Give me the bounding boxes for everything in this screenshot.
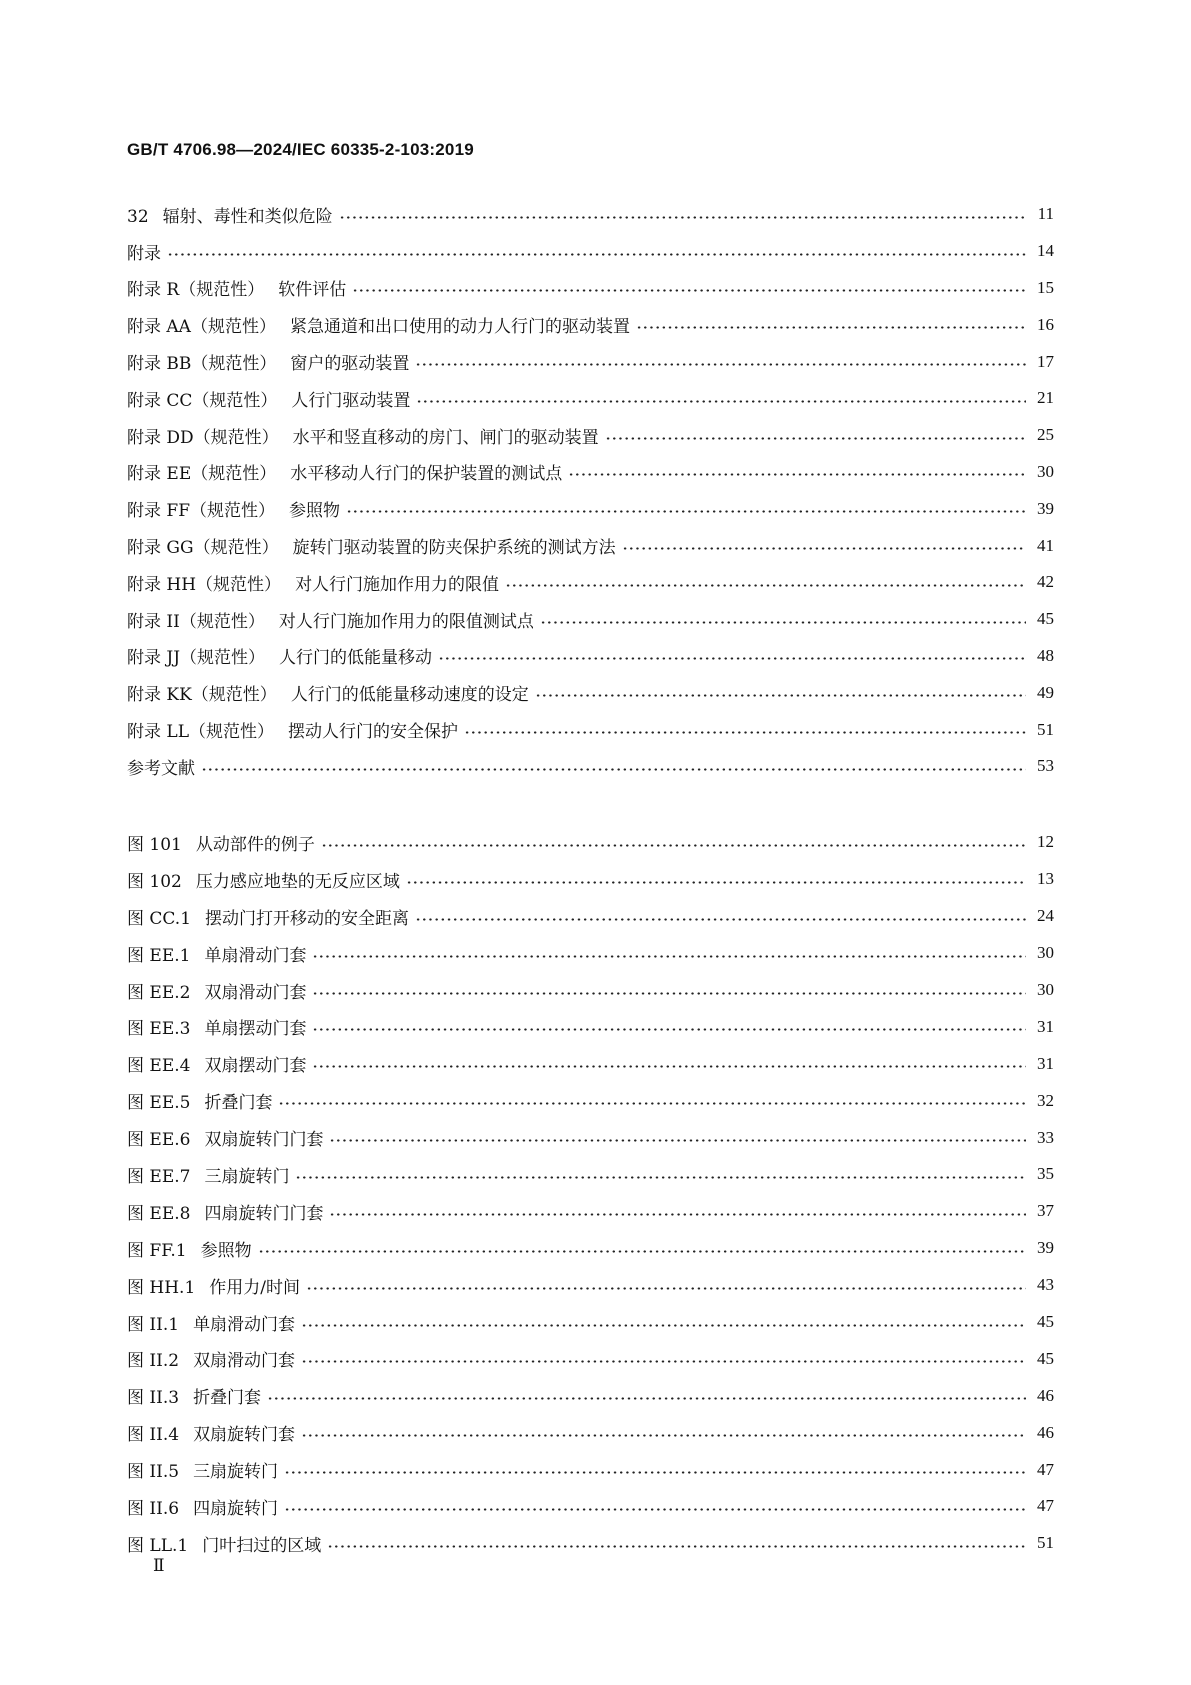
toc-entry[interactable] <box>127 1304 1054 1341</box>
toc-entry-title: 双扇旋转门门套 <box>204 1130 324 1151</box>
toc-entry-label: 图 101 <box>127 834 182 855</box>
toc-entry-text <box>127 1014 306 1039</box>
dot-leader <box>605 437 1026 440</box>
toc-entry-page: 45 <box>1037 1348 1054 1368</box>
toc-entry-text <box>127 1457 278 1482</box>
dot-leader <box>329 1213 1026 1216</box>
toc-entry-label: 图 II.4 <box>127 1425 180 1446</box>
toc-entry-label: 图 II.3 <box>127 1388 180 1409</box>
toc-entry-text <box>127 754 195 779</box>
dot-leader <box>416 400 1026 403</box>
toc-entry-label: 图 FF.1 <box>127 1240 187 1261</box>
toc-entry-title: 旋转门驱动装置的防夹保护系统的测试方法 <box>292 538 616 559</box>
toc-entry-text <box>127 459 562 484</box>
toc-entry[interactable] <box>127 861 1054 898</box>
toc-entry-text <box>127 1199 323 1224</box>
toc-entry-page: 43 <box>1037 1275 1054 1295</box>
toc-entry-text <box>127 1125 323 1150</box>
toc-entry[interactable] <box>127 527 1054 564</box>
toc-entry-label: 附录 EE（规范性） <box>127 464 277 485</box>
toc-entry-label: 附录 R（规范性） <box>127 280 265 301</box>
toc-entry-text <box>127 202 333 227</box>
toc-entry-text <box>127 239 161 264</box>
toc-entry[interactable] <box>127 824 1054 861</box>
toc-entry[interactable] <box>127 935 1054 972</box>
toc-entry-page: 32 <box>1037 1090 1054 1110</box>
dot-leader <box>346 510 1026 513</box>
dot-leader <box>464 731 1026 734</box>
dot-leader <box>201 768 1026 771</box>
toc-entry-label: 32 <box>127 206 149 227</box>
dot-leader <box>329 1139 1026 1142</box>
toc-entry-page: 48 <box>1037 645 1054 665</box>
toc-entry-title: 人行门的低能量移动 <box>279 648 433 669</box>
dot-leader <box>636 326 1026 329</box>
toc-entry[interactable] <box>127 1451 1054 1488</box>
toc-entry-label: 图 II.6 <box>127 1498 180 1519</box>
toc-entry-page: 17 <box>1037 351 1054 371</box>
toc-entry[interactable] <box>127 1045 1054 1082</box>
toc-entry-text <box>127 1236 252 1261</box>
toc-entry-text <box>127 496 340 521</box>
toc-entry[interactable] <box>127 1230 1054 1267</box>
toc-entry-text <box>127 717 458 742</box>
toc-entry-title: 参照物 <box>289 501 340 522</box>
standard-code-header: GB/T 4706.98—2024/IEC 60335-2-103:2019 <box>127 140 474 159</box>
toc-entry-page: 14 <box>1037 241 1054 261</box>
toc-entry[interactable] <box>127 233 1054 270</box>
toc-entry-label: 图 EE.8 <box>127 1203 191 1224</box>
toc-entry-page: 39 <box>1037 498 1054 518</box>
toc-entry-label: 图 II.2 <box>127 1351 180 1372</box>
toc-entry-page: 42 <box>1037 572 1054 592</box>
dot-leader <box>438 657 1026 660</box>
toc-entry-page: 33 <box>1037 1127 1054 1147</box>
toc-entry[interactable] <box>127 898 1054 935</box>
toc-entry-page: 30 <box>1037 980 1054 999</box>
dot-leader <box>339 216 1026 219</box>
toc-entry-title: 单扇摆动门套 <box>204 1019 307 1040</box>
toc-entry-text <box>127 680 529 705</box>
toc-entry-label: 图 II.5 <box>127 1462 180 1483</box>
toc-entry-title: 紧急通道和出口使用的动力人行门的驱动装置 <box>289 317 630 338</box>
toc-entry-page: 15 <box>1037 277 1054 297</box>
toc-entry[interactable] <box>127 1414 1054 1451</box>
toc-entry-page: 31 <box>1037 1016 1054 1036</box>
toc-entry-text <box>127 830 315 855</box>
toc-entry-label: 附录 HH（规范性） <box>127 574 282 595</box>
toc-entry[interactable] <box>127 1156 1054 1193</box>
toc-entry[interactable] <box>127 711 1054 748</box>
toc-entry-page: 39 <box>1037 1238 1054 1258</box>
toc-entry[interactable] <box>127 1377 1054 1414</box>
toc-entry-text <box>127 1420 295 1445</box>
dot-leader <box>267 1397 1026 1400</box>
toc-entry-text <box>127 312 630 337</box>
toc-entry-label: 附录 JJ（规范性） <box>127 648 266 669</box>
toc-entry[interactable] <box>127 1008 1054 1045</box>
toc-entry-page: 47 <box>1037 1496 1054 1516</box>
dot-leader <box>312 992 1026 995</box>
dot-leader <box>295 1176 1026 1179</box>
toc-entry-title: 四扇旋转门 <box>193 1498 279 1519</box>
toc-entry-page: 37 <box>1037 1201 1054 1221</box>
toc-entry-label: 图 EE.5 <box>127 1093 191 1114</box>
toc-entry-page: 16 <box>1037 314 1054 334</box>
dot-leader <box>167 253 1026 256</box>
toc-entry-title: 压力感应地垫的无反应区域 <box>195 871 400 892</box>
toc-entry-text <box>127 1494 278 1519</box>
toc-entry-page: 30 <box>1037 943 1054 963</box>
toc-entry[interactable] <box>127 417 1054 454</box>
toc-entry-title: 对人行门施加作用力的限值测试点 <box>278 611 534 632</box>
toc-entry-text <box>127 1383 261 1408</box>
toc-entry-label: 图 EE.1 <box>127 945 191 966</box>
toc-figures-list <box>127 824 1054 1562</box>
toc-entry-label: 附录 CC（规范性） <box>127 390 278 411</box>
toc-entry-text <box>127 1346 295 1371</box>
toc-entry[interactable] <box>127 490 1054 527</box>
toc-entry-text <box>127 1088 272 1113</box>
toc-entry-title: 门叶扫过的区域 <box>202 1535 322 1556</box>
toc-entry-text <box>127 1531 321 1556</box>
toc-entry-label: 图 EE.2 <box>127 982 191 1003</box>
toc-entry-page: 12 <box>1037 832 1054 852</box>
dot-leader <box>327 1545 1026 1548</box>
toc-entry-title: 窗户的驱动装置 <box>290 354 410 375</box>
toc-entry[interactable] <box>127 1082 1054 1119</box>
toc-entry-title: 参照物 <box>200 1240 252 1261</box>
toc-entry-title: 软件评估 <box>278 280 347 301</box>
toc-entry-label: 附录 KK（规范性） <box>127 685 277 706</box>
toc-entry-page: 21 <box>1037 388 1054 408</box>
dot-leader <box>622 547 1026 550</box>
toc-entry-text <box>127 386 410 411</box>
toc-entry[interactable] <box>127 674 1054 711</box>
toc-entry-title: 双扇旋转门套 <box>193 1425 296 1446</box>
toc-entry-text <box>127 904 409 929</box>
toc-entry-title: 水平移动人行门的保护装置的测试点 <box>290 464 563 485</box>
toc-entry-title: 摆动门打开移动的安全距离 <box>205 908 410 929</box>
dot-leader <box>301 1360 1026 1363</box>
toc-entry-title: 从动部件的例子 <box>195 834 315 855</box>
toc-entry-title: 辐射、毒性和类似危险 <box>162 206 333 227</box>
toc-entry-label: 图 CC.1 <box>127 908 192 929</box>
toc-entry-page: 25 <box>1037 425 1054 445</box>
toc-entry-page: 41 <box>1037 535 1054 555</box>
dot-leader <box>415 363 1026 366</box>
toc-entry-title: 三扇旋转门 <box>204 1166 290 1187</box>
toc-entry[interactable] <box>127 972 1054 1009</box>
toc-entry-page: 11 <box>1037 204 1054 224</box>
dot-leader <box>415 918 1026 921</box>
dot-leader <box>568 473 1026 476</box>
toc-entry-page: 53 <box>1037 756 1054 776</box>
toc-entry-label: 附录 LL（规范性） <box>127 722 274 743</box>
toc-entry[interactable] <box>127 380 1054 417</box>
dot-leader <box>406 881 1026 884</box>
dot-leader <box>306 1287 1026 1290</box>
toc-entry[interactable] <box>127 638 1054 675</box>
toc-entry-page: 45 <box>1037 1312 1054 1332</box>
toc-entry-label: 附录 DD（规范性） <box>127 427 279 448</box>
toc-entry-label: 附录 AA（规范性） <box>127 317 276 338</box>
toc-entry-title: 作用力/时间 <box>209 1277 301 1298</box>
toc-entry[interactable] <box>127 1119 1054 1156</box>
toc-entry-title: 双扇滑动门套 <box>204 982 307 1003</box>
toc-entry-label: 图 LL.1 <box>127 1535 189 1556</box>
toc-entry-text <box>127 643 432 668</box>
toc-entry[interactable] <box>127 748 1054 785</box>
dot-leader <box>301 1434 1026 1437</box>
toc-entry[interactable] <box>127 306 1054 343</box>
toc-main-list <box>127 196 1054 785</box>
toc-entry-title: 对人行门施加作用力的限值 <box>295 574 500 595</box>
toc-entry-page: 31 <box>1037 1053 1054 1073</box>
dot-leader <box>284 1508 1026 1511</box>
toc-entry-title: 双扇摆动门套 <box>204 1056 307 1077</box>
toc-entry-label: 图 II.1 <box>127 1314 180 1335</box>
toc-entry[interactable] <box>127 601 1054 638</box>
toc-entry-text <box>127 941 306 966</box>
toc-entry-text <box>127 1162 289 1187</box>
toc-entry-title: 人行门的低能量移动速度的设定 <box>290 685 529 706</box>
toc-entry-label: 图 EE.3 <box>127 1019 191 1040</box>
toc-entry-label: 图 HH.1 <box>127 1277 196 1298</box>
toc-entry[interactable] <box>127 1340 1054 1377</box>
toc-entry-page: 46 <box>1037 1385 1054 1405</box>
toc-entry-page: 24 <box>1037 906 1054 926</box>
toc-entry-page: 49 <box>1037 682 1054 702</box>
toc-entry[interactable] <box>127 343 1054 380</box>
toc-entry-text <box>127 1051 306 1076</box>
dot-leader <box>258 1250 1026 1253</box>
dot-leader <box>535 694 1026 697</box>
toc-entry[interactable] <box>127 454 1054 491</box>
dot-leader <box>278 1102 1026 1105</box>
toc-entry-label: 附录 <box>127 243 161 264</box>
dot-leader <box>312 1065 1026 1068</box>
dot-leader <box>301 1324 1026 1327</box>
toc-entry-label: 图 EE.7 <box>127 1166 191 1187</box>
toc-entry-page: 45 <box>1037 609 1054 629</box>
toc-entry-page: 35 <box>1037 1164 1054 1184</box>
dot-leader <box>540 621 1026 624</box>
toc-entry-page: 46 <box>1037 1422 1054 1442</box>
toc-entry[interactable] <box>127 1525 1054 1562</box>
toc-entry-text <box>127 423 599 448</box>
toc-entry-page: 47 <box>1037 1459 1054 1479</box>
toc-entry[interactable] <box>127 564 1054 601</box>
toc-entry-title: 折叠门套 <box>193 1388 262 1409</box>
toc-entry-title: 四扇旋转门门套 <box>204 1203 324 1224</box>
toc-entry-title: 水平和竖直移动的房门、闸门的驱动装置 <box>292 427 599 448</box>
toc-entry-title: 单扇滑动门套 <box>204 945 307 966</box>
toc-entry-label: 附录 GG（规范性） <box>127 538 279 559</box>
dot-leader <box>352 289 1026 292</box>
dot-leader <box>284 1471 1026 1474</box>
toc-entry-text <box>127 349 409 374</box>
page-number-footer: Ⅱ <box>153 1556 165 1575</box>
toc-entry-text <box>127 607 534 632</box>
toc-entry[interactable] <box>127 270 1054 307</box>
toc-entry[interactable] <box>127 1488 1054 1525</box>
toc-entry-label: 参考文献 <box>127 758 195 779</box>
toc-entry-title: 单扇滑动门套 <box>193 1314 296 1335</box>
dot-leader <box>312 955 1026 958</box>
toc-entry-text <box>127 867 400 892</box>
toc-entry[interactable] <box>127 196 1054 233</box>
toc-entry-title: 摆动人行门的安全保护 <box>287 722 458 743</box>
toc-entry-text <box>127 275 346 300</box>
toc-entry-label: 图 EE.4 <box>127 1056 191 1077</box>
toc-entry-title: 三扇旋转门 <box>193 1462 279 1483</box>
toc-entry-text <box>127 533 616 558</box>
toc-entry-page: 13 <box>1037 869 1054 889</box>
toc-entry-page: 51 <box>1037 719 1054 739</box>
toc-entry-label: 图 EE.6 <box>127 1130 191 1151</box>
toc-entry-label: 附录 II（规范性） <box>127 611 265 632</box>
toc-entry-title: 人行门驱动装置 <box>291 390 411 411</box>
toc-entry-page: 30 <box>1037 461 1054 481</box>
toc-entry-text <box>127 570 499 595</box>
dot-leader <box>505 584 1026 587</box>
dot-leader <box>312 1028 1026 1031</box>
toc-entry-text <box>127 1273 300 1298</box>
toc-entry-label: 附录 FF（规范性） <box>127 501 275 522</box>
dot-leader <box>321 844 1026 847</box>
toc-entry-label: 附录 BB（规范性） <box>127 354 277 375</box>
toc-entry[interactable] <box>127 1193 1054 1230</box>
toc-entry-text <box>127 1310 295 1335</box>
toc-entry-title: 双扇滑动门套 <box>193 1351 296 1372</box>
toc-entry-page: 51 <box>1037 1533 1054 1553</box>
toc-entry-label: 图 102 <box>127 871 182 892</box>
toc-entry[interactable] <box>127 1267 1054 1304</box>
toc-entry-text <box>127 978 306 1003</box>
toc-entry-title: 折叠门套 <box>204 1093 273 1114</box>
